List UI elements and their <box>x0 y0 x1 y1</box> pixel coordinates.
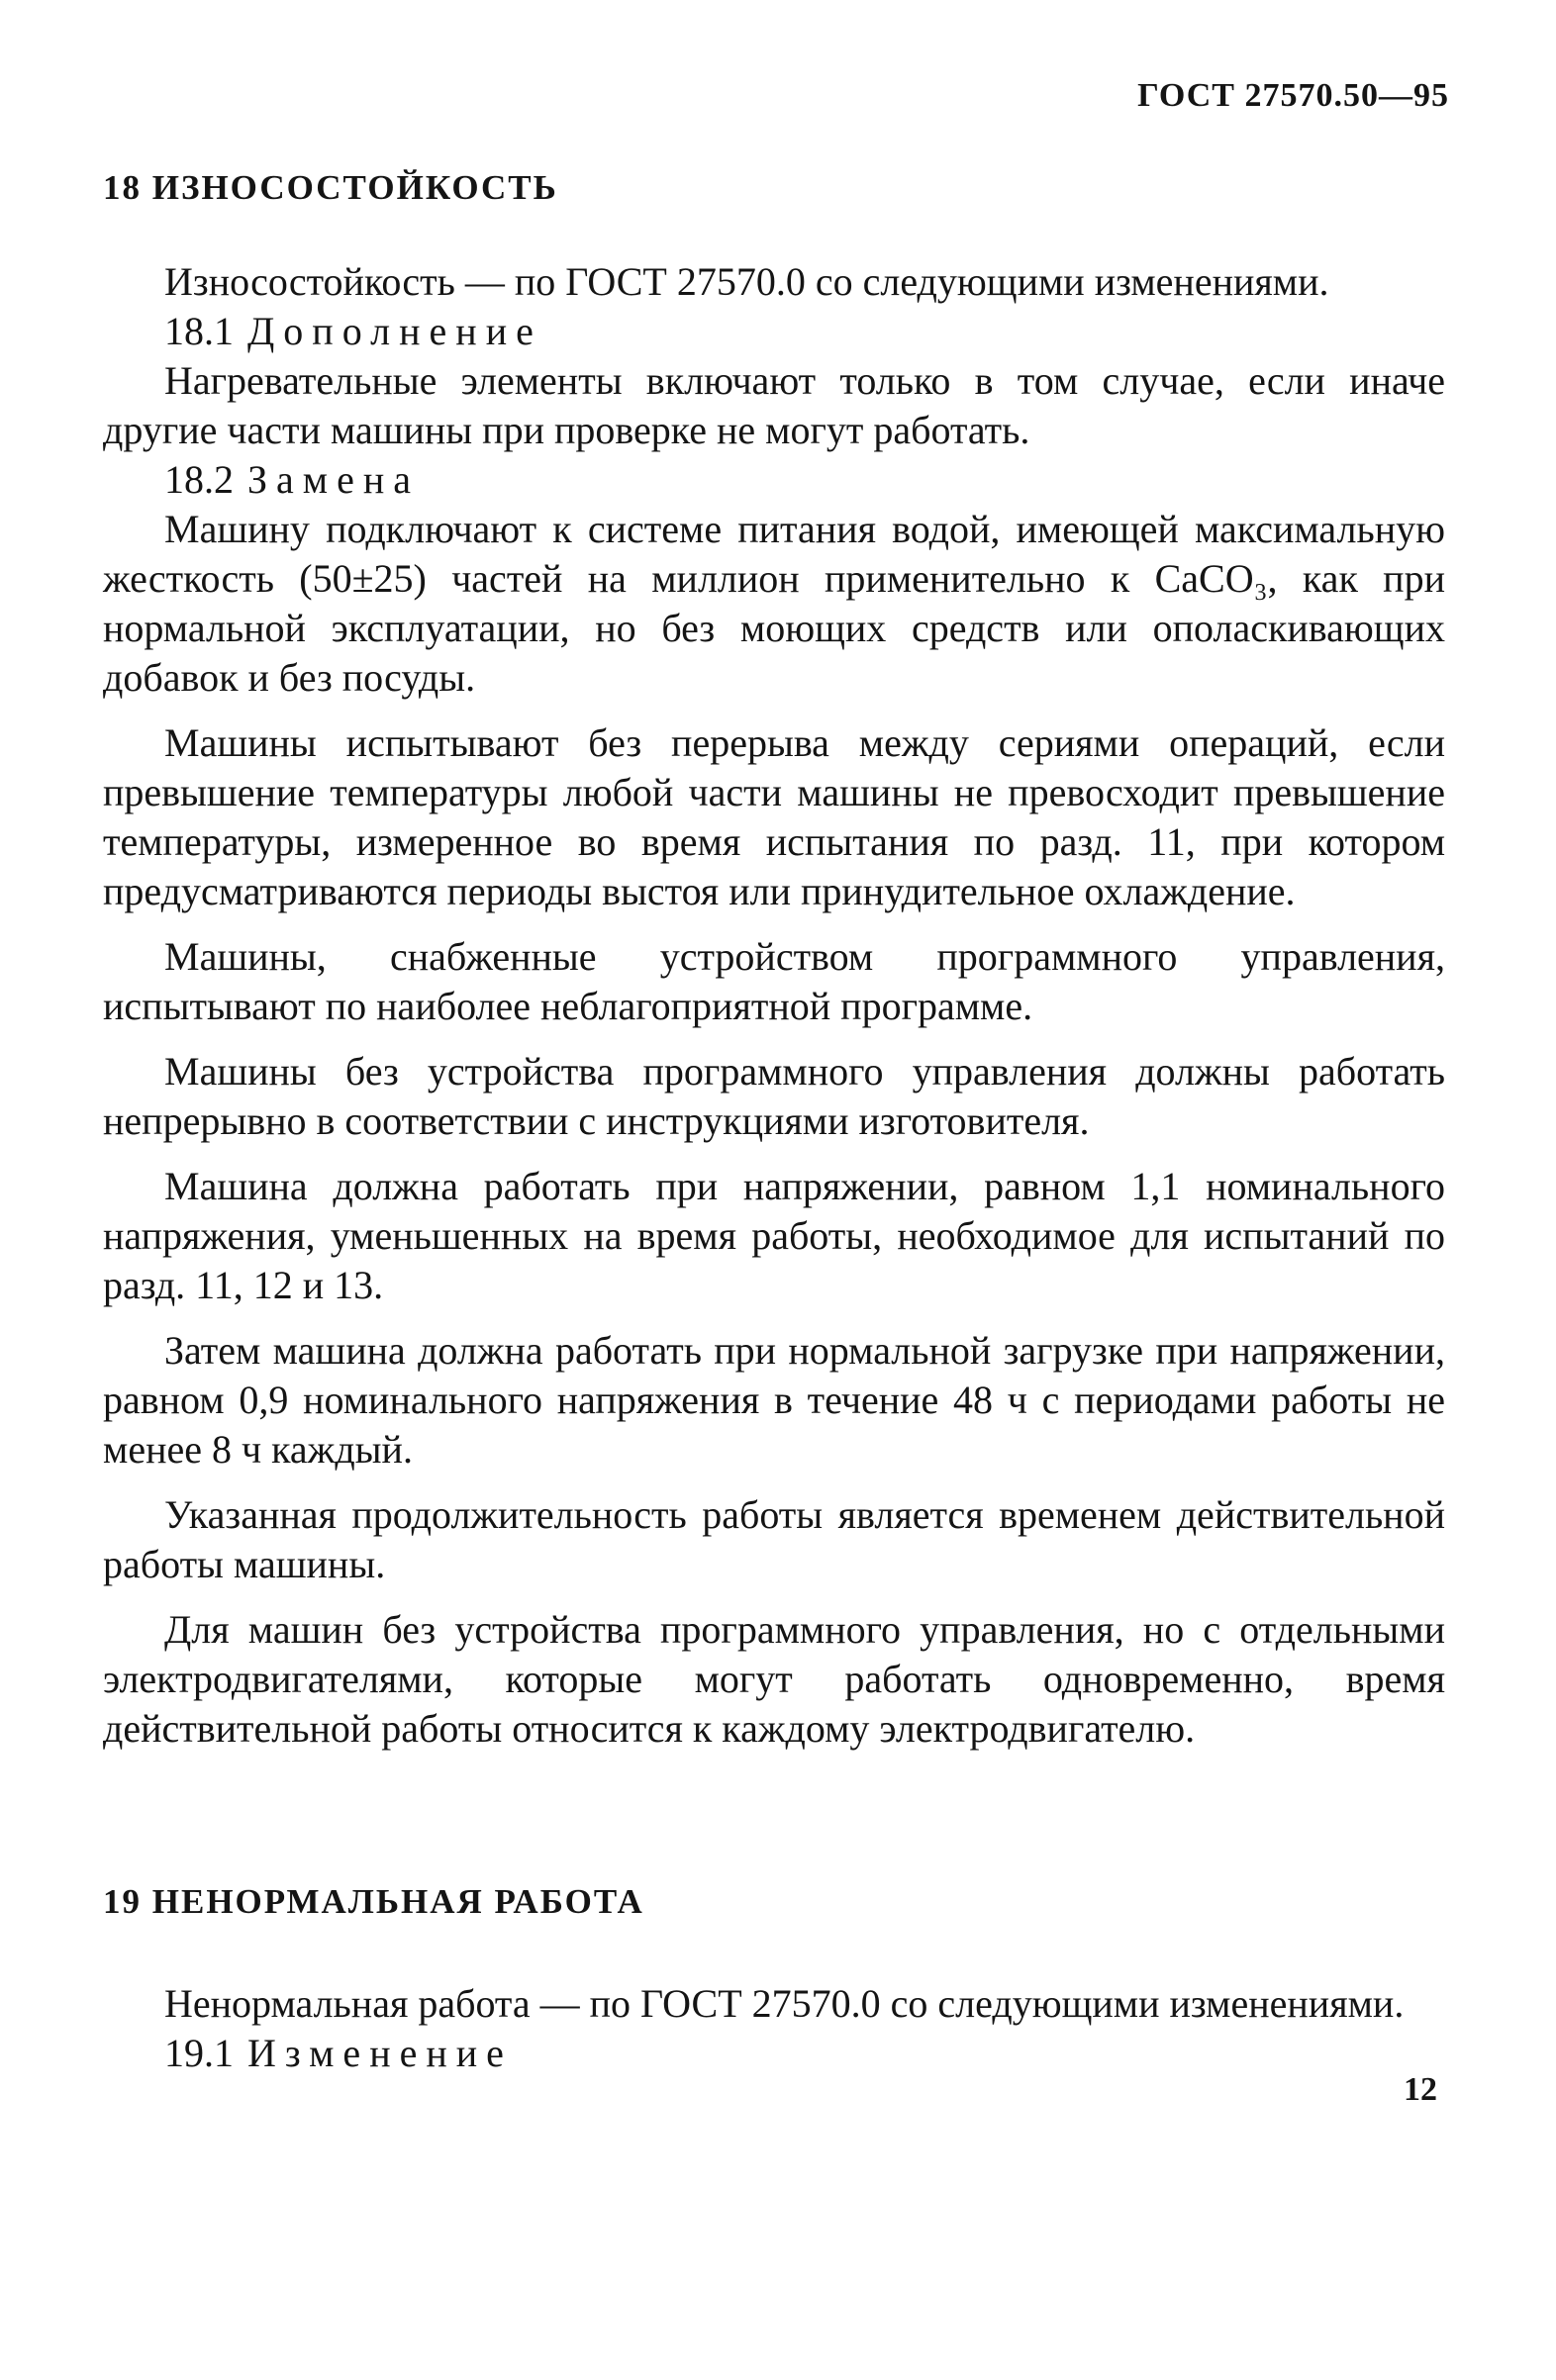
paragraph: Машины, снабженные устройством программного управления, испытывают по наиболее неблагоприятной программе. <box>103 934 1445 1028</box>
paragraph: Машина должна работать при напряжении, равном 1,1 номинального напряжения, уменьшенных на время работы, необходимое для испытаний по разд. 11, 12 и 13. <box>103 1164 1445 1307</box>
section-19-title: 19 НЕНОРМАЛЬНАЯ РАБОТА <box>103 1882 644 1921</box>
subsection-18-1-heading <box>103 307 1445 356</box>
paragraph: Для машин без устройства программного управления, но с отдельными электродвигателями, которые могут работать одновременно, время действительной работы относится к каждому электродвигателю. <box>103 1607 1445 1751</box>
section-18-intro: Износостойкость — по ГОСТ 27570.0 со следующими изменениями. <box>164 259 1329 304</box>
subsection-label: Замена <box>247 457 421 502</box>
subsection-number: 18.1 <box>164 309 234 353</box>
subsection-label: Дополнение <box>247 309 542 353</box>
subsection-19-1-heading <box>103 2029 1445 2078</box>
subsection-18-2-heading <box>103 455 1445 505</box>
paragraph: Машины испытывают без перерыва между сериями операций, если превышение температуры любой части машины не превосходит превышение температуры, измеренное во время испытания по разд. 11, при котором предусматриваются периоды выстоя или принудительное охлаждение. <box>103 720 1445 913</box>
subsection-number: 19.1 <box>164 2031 234 2075</box>
paragraph: Машины без устройства программного управления должны работать непрерывно в соответствии с инструкциями изготовителя. <box>103 1049 1445 1143</box>
section-18-title: 18 ИЗНОСОСТОЙКОСТЬ <box>103 168 558 207</box>
subsection-18-1-text: Нагревательные элементы включают только в том случае, если иначе другие части машины при проверке не могут работать. <box>103 358 1445 452</box>
paragraph: Указанная продолжительность работы является временем действительной работы машины. <box>103 1492 1445 1586</box>
paragraph: Машину подключают к системе питания водой, имеющей максимальную жесткость (50±25) частей на миллион применительно к CaCO₃, как при нормальной эксплуатации, но без моющих средств или ополаскивающих добавок и без посуды. <box>103 507 1445 700</box>
subsection-number: 18.2 <box>164 457 234 502</box>
page-number: 12 <box>1404 2071 1437 2108</box>
subsection-label: Изменение <box>247 2031 513 2075</box>
document-header: ГОСТ 27570.50—95 <box>1137 77 1449 114</box>
page-content <box>103 168 1445 2078</box>
paragraph: Затем машина должна работать при нормальной загрузке при напряжении, равном 0,9 номинального напряжения в течение 48 ч с периодами работы не менее 8 ч каждый. <box>103 1328 1445 1472</box>
section-19-intro: Ненормальная работа — по ГОСТ 27570.0 со следующими изменениями. <box>164 1981 1405 2026</box>
